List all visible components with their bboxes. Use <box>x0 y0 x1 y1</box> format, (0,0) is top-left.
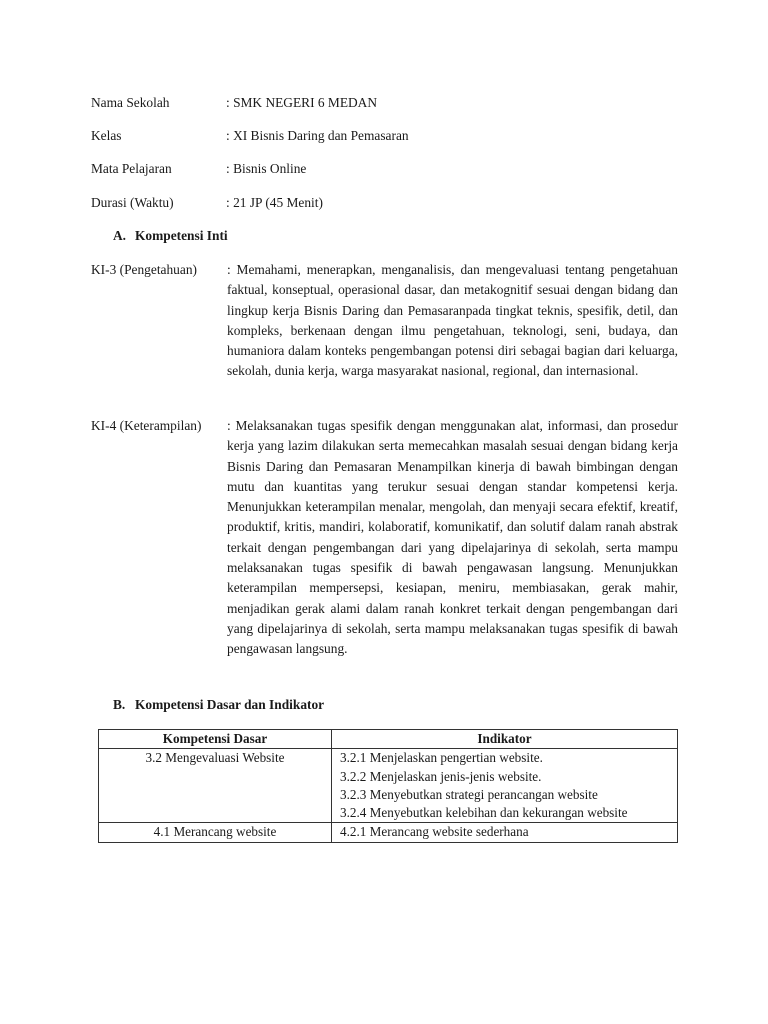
info-label: Kelas <box>91 128 122 143</box>
info-value: : Bisnis Online <box>226 161 307 176</box>
info-label: Mata Pelajaran <box>91 161 172 176</box>
table-row <box>99 823 678 842</box>
section-letter: A. <box>113 228 127 243</box>
header-kompetensi-dasar: Kompetensi Dasar <box>99 730 332 749</box>
section-heading-a <box>113 226 228 246</box>
section-heading-b <box>113 695 324 715</box>
competency-table <box>98 729 678 843</box>
section-letter: B. <box>113 697 126 712</box>
indicator-item: 3.2.1 Menjelaskan pengertian website. <box>340 750 543 766</box>
info-value: : 21 JP (45 Menit) <box>226 195 323 210</box>
table-row <box>99 749 678 823</box>
indicator-item: 3.2.2 Menjelaskan jenis-jenis website. <box>340 768 542 784</box>
ki4-text: : Melaksanakan tugas spesifik dengan menggunakan alat, informasi, dan prosedur kerja yang lazim dilakukan serta memecahkan masalah sesuai dengan bidang kerja Bisnis Daring dan Pemasaran Menampilkan kinerja di bawah bimbingan dengan mutu dan kuantitas yang terukur sesuai dengan standar kompetensi kerja. Menunjukkan keterampilan menalar, mengolah, dan menyaji secara efektif, kreatif, produktif, kritis, mandiri, kolaboratif, komunikatif, dan solutif dalam ranah abstrak terkait dengan pengembangan dari yang dipelajarinya di sekolah, serta mampu melaksanakan tugas spesifik di bawah pengawasan langsung. Menunjukkan keterampilan mempersepsi, kesiapan, meniru, membiasakan, gerak mahir, menjadikan gerak alami dalam ranah konkret terkait dengan pengembangan dari yang dipelajarinya di sekolah, serta mampu melaksanakan tugas spesifik di bawah pengawasan langsung. <box>227 418 678 657</box>
ki4-label: KI-4 (Keterampilan) <box>91 418 202 433</box>
section-title: Kompetensi Inti <box>135 228 228 243</box>
info-value: : SMK NEGERI 6 MEDAN <box>226 95 378 110</box>
table-header-row <box>99 730 678 749</box>
info-label: Nama Sekolah <box>91 95 170 110</box>
indicator-cell <box>332 749 678 823</box>
indicator-item: 4.2.1 Merancang website sederhana <box>340 824 529 840</box>
indicator-item: 3.2.4 Menyebutkan kelebihan dan kekurangan website <box>340 805 628 821</box>
ki3-label: KI-3 (Pengetahuan) <box>91 262 197 277</box>
section-title: Kompetensi Dasar dan Indikator <box>135 697 325 712</box>
info-value: : XI Bisnis Daring dan Pemasaran <box>226 128 409 143</box>
kd-cell: 3.2 Mengevaluasi Website <box>99 749 332 823</box>
ki3-text: : Memahami, menerapkan, menganalisis, dan mengevaluasi tentang pengetahuan faktual, konseptual, operasional dasar, dan metakognitif sesuai dengan bidang dan lingkup kerja Bisnis Daring dan Pemasaranpada tingkat teknis, spesifik, detil, dan kompleks, berkenaan dengan ilmu pengetahuan, teknologi, seni, budaya, dan humaniora dalam konteks pengembangan potensi diri sebagai bagian dari keluarga, sekolah, dunia kerja, warga masyarakat nasional, regional, dan internasional. <box>227 262 678 379</box>
info-label: Durasi (Waktu) <box>91 195 174 210</box>
header-indikator: Indikator <box>332 730 678 749</box>
kd-cell: 4.1 Merancang website <box>99 823 332 842</box>
indicator-cell <box>332 823 678 842</box>
indicator-item: 3.2.3 Menyebutkan strategi perancangan website <box>340 786 598 802</box>
